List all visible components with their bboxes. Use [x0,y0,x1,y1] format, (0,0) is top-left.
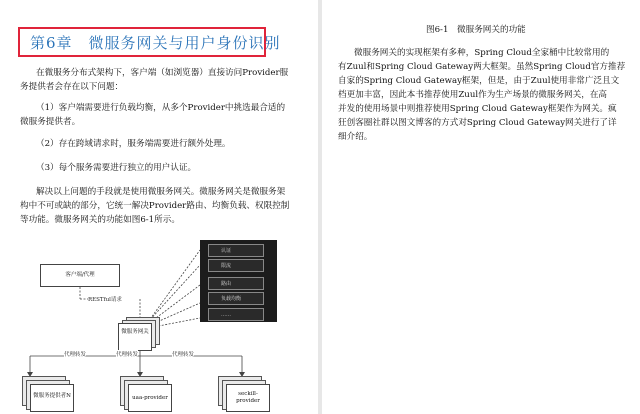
client-proxy-box [40,264,120,287]
right-paragraph-line-3: 自家的Spring Cloud Gateway框架，但是，由于Zuul使用非常广泛且文 [338,76,620,86]
function-routing: 路由 [208,277,264,290]
seckill-provider-label: seckill-provider [236,391,260,404]
right-paragraph-line-4: 档更加丰富，因此本书推荐使用Zuul作为生产场景的微服务网关，在高 [338,90,608,100]
problem-1-line-2: 微服务提供者。 [20,117,81,127]
right-paragraph-line-5: 并发的使用场景中则推荐使用Spring Cloud Gateway框架作为网关。疯 [338,104,617,114]
restful-label: RESTful请求 [88,297,122,303]
gateway-label: 微服务网关 [121,329,149,335]
provider-n-label: 微服务提供者N [33,393,71,399]
proxy-label-3: 代理转发 [172,352,195,358]
function-auth: 认证 [208,244,264,257]
function-load-balance: 负载均衡 [208,292,264,305]
function-more: …… [208,308,264,321]
uaa-provider-label: uaa-provider [132,395,168,401]
problem-2: （2）存在跨域请求时，服务端需要进行额外处理。 [36,139,231,149]
intro-line-1: 在微服务分布式架构下，客户端（如浏览器）直接访问Provider服 [36,68,289,78]
right-paragraph-line-6: 狂创客圈社群以图文博客的方式对Spring Cloud Gateway网关进行了详 [338,118,617,128]
seckill-provider-box [226,384,270,412]
right-paragraph-line-1: 微服务网关的实现框架有多种，Spring Cloud全家桶中比较常用的 [354,48,610,58]
chapter-title: 第6章 微服务网关与用户身份识别 [30,33,281,52]
intro-line-2: 务提供者会存在以下问题： [20,82,124,92]
figure-caption: 图6-1 微服务网关的功能 [426,25,526,35]
solution-line-1: 解决以上问题的手段就是使用微服务网关。微服务网关是微服务架 [36,187,286,197]
problem-3: （3）每个服务需要进行独立的用户认证。 [36,163,197,173]
solution-line-3: 等功能。微服务网关的功能如图6-1所示。 [20,215,180,225]
client-proxy-label: 客户端/代理 [65,272,95,278]
function-rate-limit: 限流 [208,259,264,272]
provider-n-box [30,384,74,412]
solution-line-2: 构中不可或缺的部分，它统一解决Provider路由、均衡负载、权限控制 [20,201,290,211]
proxy-label-1: 代理转发 [64,352,87,358]
right-paragraph-line-2: 有Zuul和Spring Cloud Gateway两大框架。虽然Spring Cloud官方推荐 [338,62,626,72]
problem-1-line-1: （1）客户端需要进行负载均衡，从多个Provider中挑选最合适的 [36,103,286,113]
uaa-provider-box [128,384,172,412]
proxy-label-2: 代理转发 [116,352,139,358]
gateway-box [118,323,152,351]
right-paragraph-line-7: 细介绍。 [338,132,373,142]
